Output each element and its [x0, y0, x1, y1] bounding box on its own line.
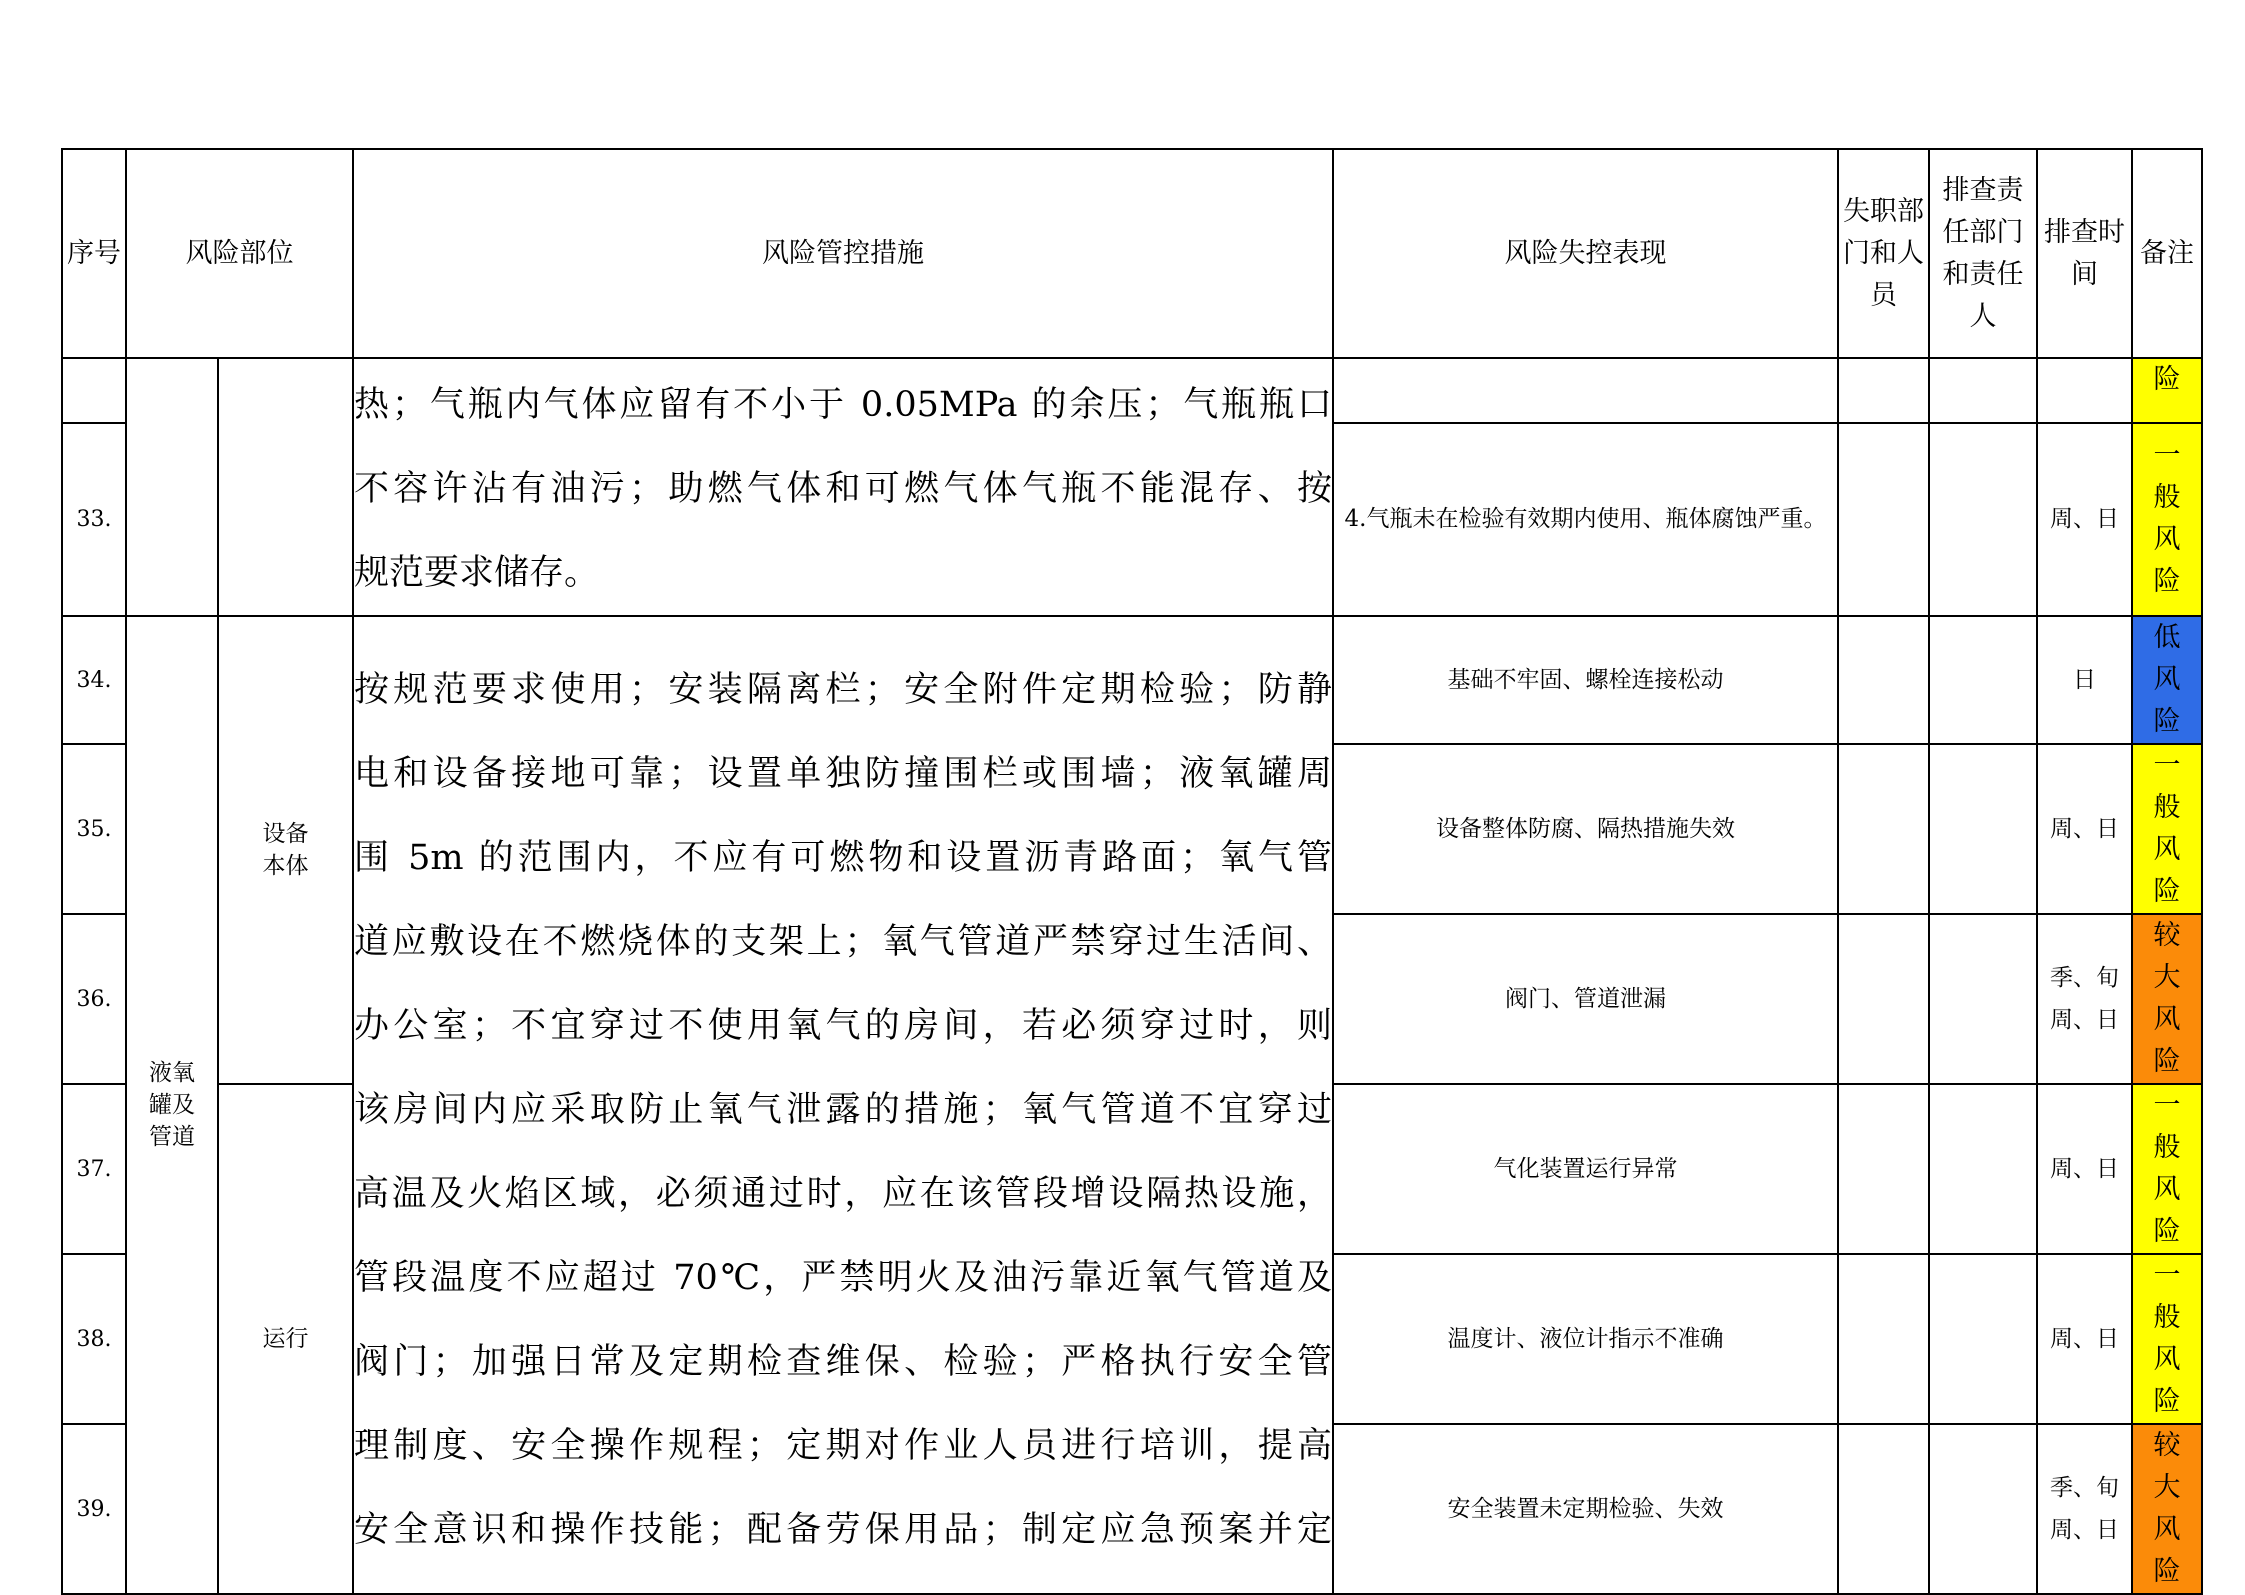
header-fail: 风险失控表现	[1333, 149, 1838, 358]
fail-text: 4.气瓶未在检验有效期内使用、瓶体腐蚀严重。	[1333, 423, 1838, 617]
header-seq: 序号	[62, 149, 126, 358]
subarea-cell	[218, 1084, 353, 1594]
dept-cell	[1838, 423, 1929, 617]
row-number: 33.	[62, 423, 126, 617]
header-note: 备注	[2132, 149, 2202, 358]
measure-line: 高温及火焰区域，必须通过时，应在该管段增设隔热设施，	[354, 1174, 1332, 1214]
dept-cell	[1838, 914, 1929, 1084]
dept-cell	[1838, 1254, 1929, 1424]
risk-level-text: 低风险	[2153, 622, 2181, 737]
risk-level-badge: 险	[2132, 358, 2202, 423]
measure-line: 围 5m 的范围内，不应有可燃物和设置沥青路面；氧气管	[354, 838, 1332, 878]
row-number: 39.	[62, 1424, 126, 1594]
header-part: 风险部位	[126, 149, 353, 358]
risk-level-text: 一般风险	[2153, 440, 2181, 598]
check-time: 周、日	[2037, 744, 2132, 914]
area-label: 液氧罐及管道	[148, 1060, 195, 1150]
measure-line: 理制度、安全操作规程；定期对作业人员进行培训，提高	[354, 1426, 1332, 1466]
risk-level-badge	[2132, 914, 2202, 1084]
measure-line: 阀门；加强日常及定期检查维保、检验；严格执行安全管	[354, 1342, 1332, 1382]
dept-cell-empty	[1838, 358, 1929, 423]
header-check-time: 排查时间	[2037, 149, 2132, 358]
risk-level-badge	[2132, 1084, 2202, 1254]
check-time	[2037, 1424, 2132, 1594]
dept-cell	[1838, 744, 1929, 914]
risk-level-badge	[2132, 1424, 2202, 1594]
measure-line: 该房间内应采取防止氧气泄露的措施；氧气管道不宜穿过	[354, 1090, 1332, 1130]
measure-line: 电和设备接地可靠；设置单独防撞围栏或围墙；液氧罐周	[354, 754, 1332, 794]
risk-level-badge	[2132, 423, 2202, 617]
fail-text: 阀门、管道泄漏	[1333, 914, 1838, 1084]
measure-line: 按规范要求使用；安装隔离栏；安全附件定期检验；防静	[354, 670, 1332, 710]
header-measure: 风险管控措施	[353, 149, 1333, 358]
risk-level-badge	[2132, 744, 2202, 914]
header-check-resp: 排查责任部门和责任人	[1929, 149, 2037, 358]
risk-level-text: 一般风险	[2153, 750, 2181, 907]
row-number: 38.	[62, 1254, 126, 1424]
fail-text: 设备整体防腐、隔热措施失效	[1333, 744, 1838, 914]
resp-cell	[1929, 1254, 2037, 1424]
table-row	[62, 616, 2202, 744]
resp-cell	[1929, 423, 2037, 617]
table-row	[62, 358, 2202, 423]
check-time	[2037, 914, 2132, 1084]
measure-line: 管段温度不应超过 70℃，严禁明火及油污靠近氧气管道及	[354, 1258, 1332, 1298]
area-cell	[126, 616, 218, 1594]
measure-cell-group	[353, 616, 1333, 1594]
area-cell-empty	[126, 358, 218, 616]
measure-line: 道应敷设在不燃烧体的支架上；氧气管道严禁穿过生活间、	[354, 922, 1332, 962]
row-number: 35.	[62, 744, 126, 914]
risk-level-badge	[2132, 1254, 2202, 1424]
subarea-cell-empty	[218, 358, 353, 616]
header-dept: 失职部门和人员	[1838, 149, 1929, 358]
header-row	[62, 149, 2202, 358]
resp-cell-empty	[1929, 358, 2037, 423]
measure-line: 办公室；不宜穿过不使用氧气的房间，若必须穿过时，则	[354, 1006, 1332, 1046]
measure-cell-33	[353, 358, 1333, 616]
dept-cell	[1838, 616, 1929, 744]
risk-control-table	[61, 148, 2203, 1595]
fail-cell-empty	[1333, 358, 1838, 423]
time-cell-empty	[2037, 358, 2132, 423]
measure-line: 安全意识和操作技能；配备劳保用品；制定应急预案并定	[354, 1510, 1332, 1550]
row-number: 34.	[62, 616, 126, 744]
resp-cell	[1929, 616, 2037, 744]
resp-cell	[1929, 744, 2037, 914]
fail-text: 温度计、液位计指示不准确	[1333, 1254, 1838, 1424]
check-time-line: 季、旬	[2050, 965, 2119, 991]
seq-cell-empty	[62, 358, 126, 423]
subarea-label: 设备本体	[262, 821, 309, 879]
risk-level-text: 较大风险	[2153, 920, 2181, 1077]
subarea-cell	[218, 616, 353, 1084]
check-time-line: 周、日	[2050, 1007, 2119, 1033]
check-time: 周、日	[2037, 1254, 2132, 1424]
fail-text: 气化装置运行异常	[1333, 1084, 1838, 1254]
risk-level-text: 一般风险	[2153, 1090, 2181, 1247]
resp-cell	[1929, 1084, 2037, 1254]
risk-level-text: 一般风险	[2153, 1260, 2181, 1417]
dept-cell	[1838, 1084, 1929, 1254]
fail-text: 基础不牢固、螺栓连接松动	[1333, 616, 1838, 744]
subarea-label: 运行	[262, 1326, 309, 1352]
check-time: 周、日	[2037, 423, 2132, 617]
check-time-line: 周、日	[2050, 1517, 2119, 1543]
check-time: 日	[2037, 616, 2132, 744]
measure-line: 规范要求储存。	[354, 553, 600, 593]
dept-cell	[1838, 1424, 1929, 1594]
resp-cell	[1929, 914, 2037, 1084]
row-number: 36.	[62, 914, 126, 1084]
check-time-line: 季、旬	[2050, 1475, 2119, 1501]
check-time: 周、日	[2037, 1084, 2132, 1254]
row-number: 37.	[62, 1084, 126, 1254]
measure-line: 不容许沾有油污；助燃气体和可燃气体气瓶不能混存、按	[354, 469, 1332, 509]
resp-cell	[1929, 1424, 2037, 1594]
fail-text: 安全装置未定期检验、失效	[1333, 1424, 1838, 1594]
measure-line: 热；气瓶内气体应留有不小于 0.05MPa 的余压；气瓶瓶口	[354, 385, 1332, 425]
risk-level-badge	[2132, 616, 2202, 744]
risk-level-text: 较大风险	[2153, 1430, 2181, 1587]
